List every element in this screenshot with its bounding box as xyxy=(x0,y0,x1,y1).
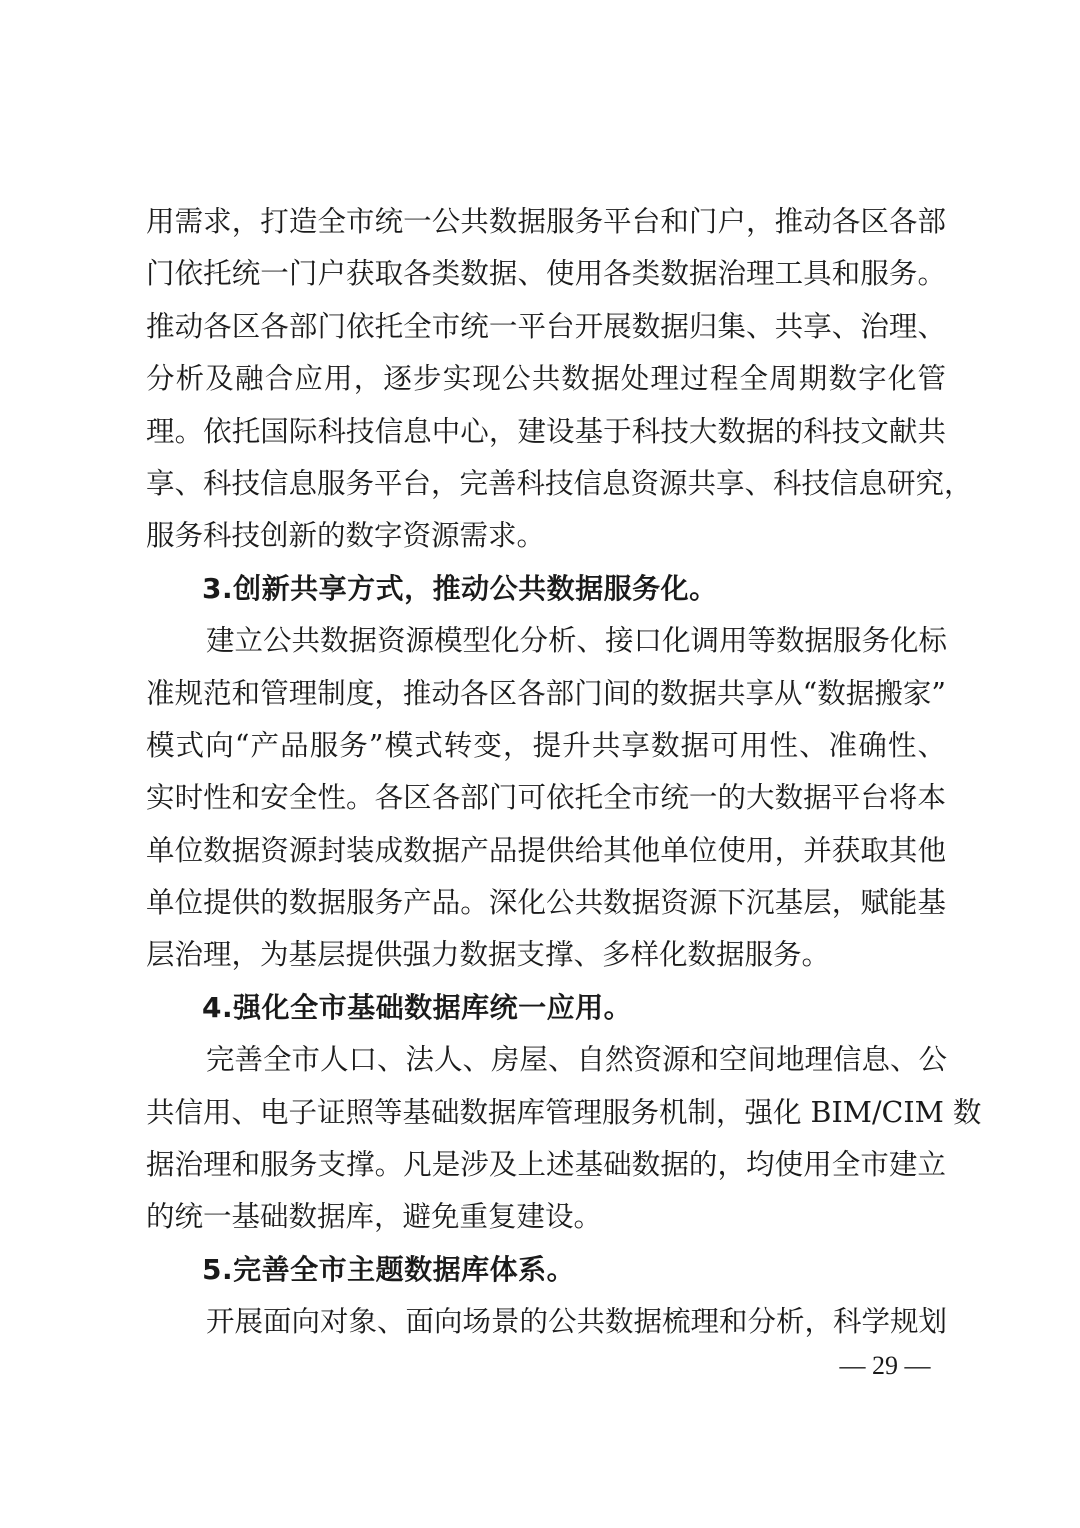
text-line: 单位提供的数据服务产品。深化公共数据资源下沉基层，赋能基 xyxy=(146,886,946,920)
text-line: 推动各区各部门依托全市统一平台开展数据归集、共享、治理、 xyxy=(146,309,946,343)
text-line: 开展面向对象、面向场景的公共数据梳理和分析，科学规划 xyxy=(206,1305,948,1339)
text-line: 模式向“产品服务”模式转变，提升共享数据可用性、准确性、 xyxy=(146,728,946,762)
text-line: 的统一基础数据库，避免重复建设。 xyxy=(146,1200,603,1234)
text-line: 准规范和管理制度，推动各区各部门间的数据共享从“数据搬家” xyxy=(146,676,946,710)
paragraph-continuation xyxy=(146,196,973,563)
text-line: 门依托统一门户获取各类数据、使用各类数据治理工具和服务。 xyxy=(146,257,946,291)
text-line: 完善全市人口、法人、房屋、自然资源和空间地理信息、公 xyxy=(206,1043,948,1077)
section-4 xyxy=(146,982,982,1244)
document-page xyxy=(146,196,982,1349)
text-line: 单位数据资源封装成数据产品提供给其他单位使用，并获取其他 xyxy=(146,833,946,867)
text-line: 理。依托国际科技信息中心，建设基于科技大数据的科技文献共 xyxy=(146,414,946,448)
section-heading: 4.强化全市基础数据库统一应用。 xyxy=(202,990,633,1024)
text-line: 层治理，为基层提供强力数据支撑、多样化数据服务。 xyxy=(146,938,831,972)
text-line: 建立公共数据资源模型化分析、接口化调用等数据服务化标 xyxy=(206,624,948,658)
section-heading: 5.完善全市主题数据库体系。 xyxy=(202,1252,576,1286)
text-line: 用需求，打造全市统一公共数据服务平台和门户，推动各区各部 xyxy=(146,205,946,238)
section-3 xyxy=(146,563,946,982)
text-line: 共信用、电子证照等基础数据库管理服务机制，强化 BIM/CIM 数 xyxy=(146,1095,982,1129)
section-5 xyxy=(146,1244,946,1349)
section-heading: 3.创新共享方式，推动公共数据服务化。 xyxy=(202,571,718,605)
page-number: — 29 — xyxy=(839,1351,931,1380)
text-line: 实时性和安全性。各区各部门可依托全市统一的大数据平台将本 xyxy=(146,781,946,815)
text-line: 据治理和服务支撑。凡是涉及上述基础数据的，均使用全市建立 xyxy=(146,1148,946,1182)
text-line: 分析及融合应用，逐步实现公共数据处理过程全周期数字化管 xyxy=(146,362,946,396)
text-line: 服务科技创新的数字资源需求。 xyxy=(146,519,546,553)
text-line: 享、科技信息服务平台，完善科技信息资源共享、科技信息研究， xyxy=(146,466,973,500)
